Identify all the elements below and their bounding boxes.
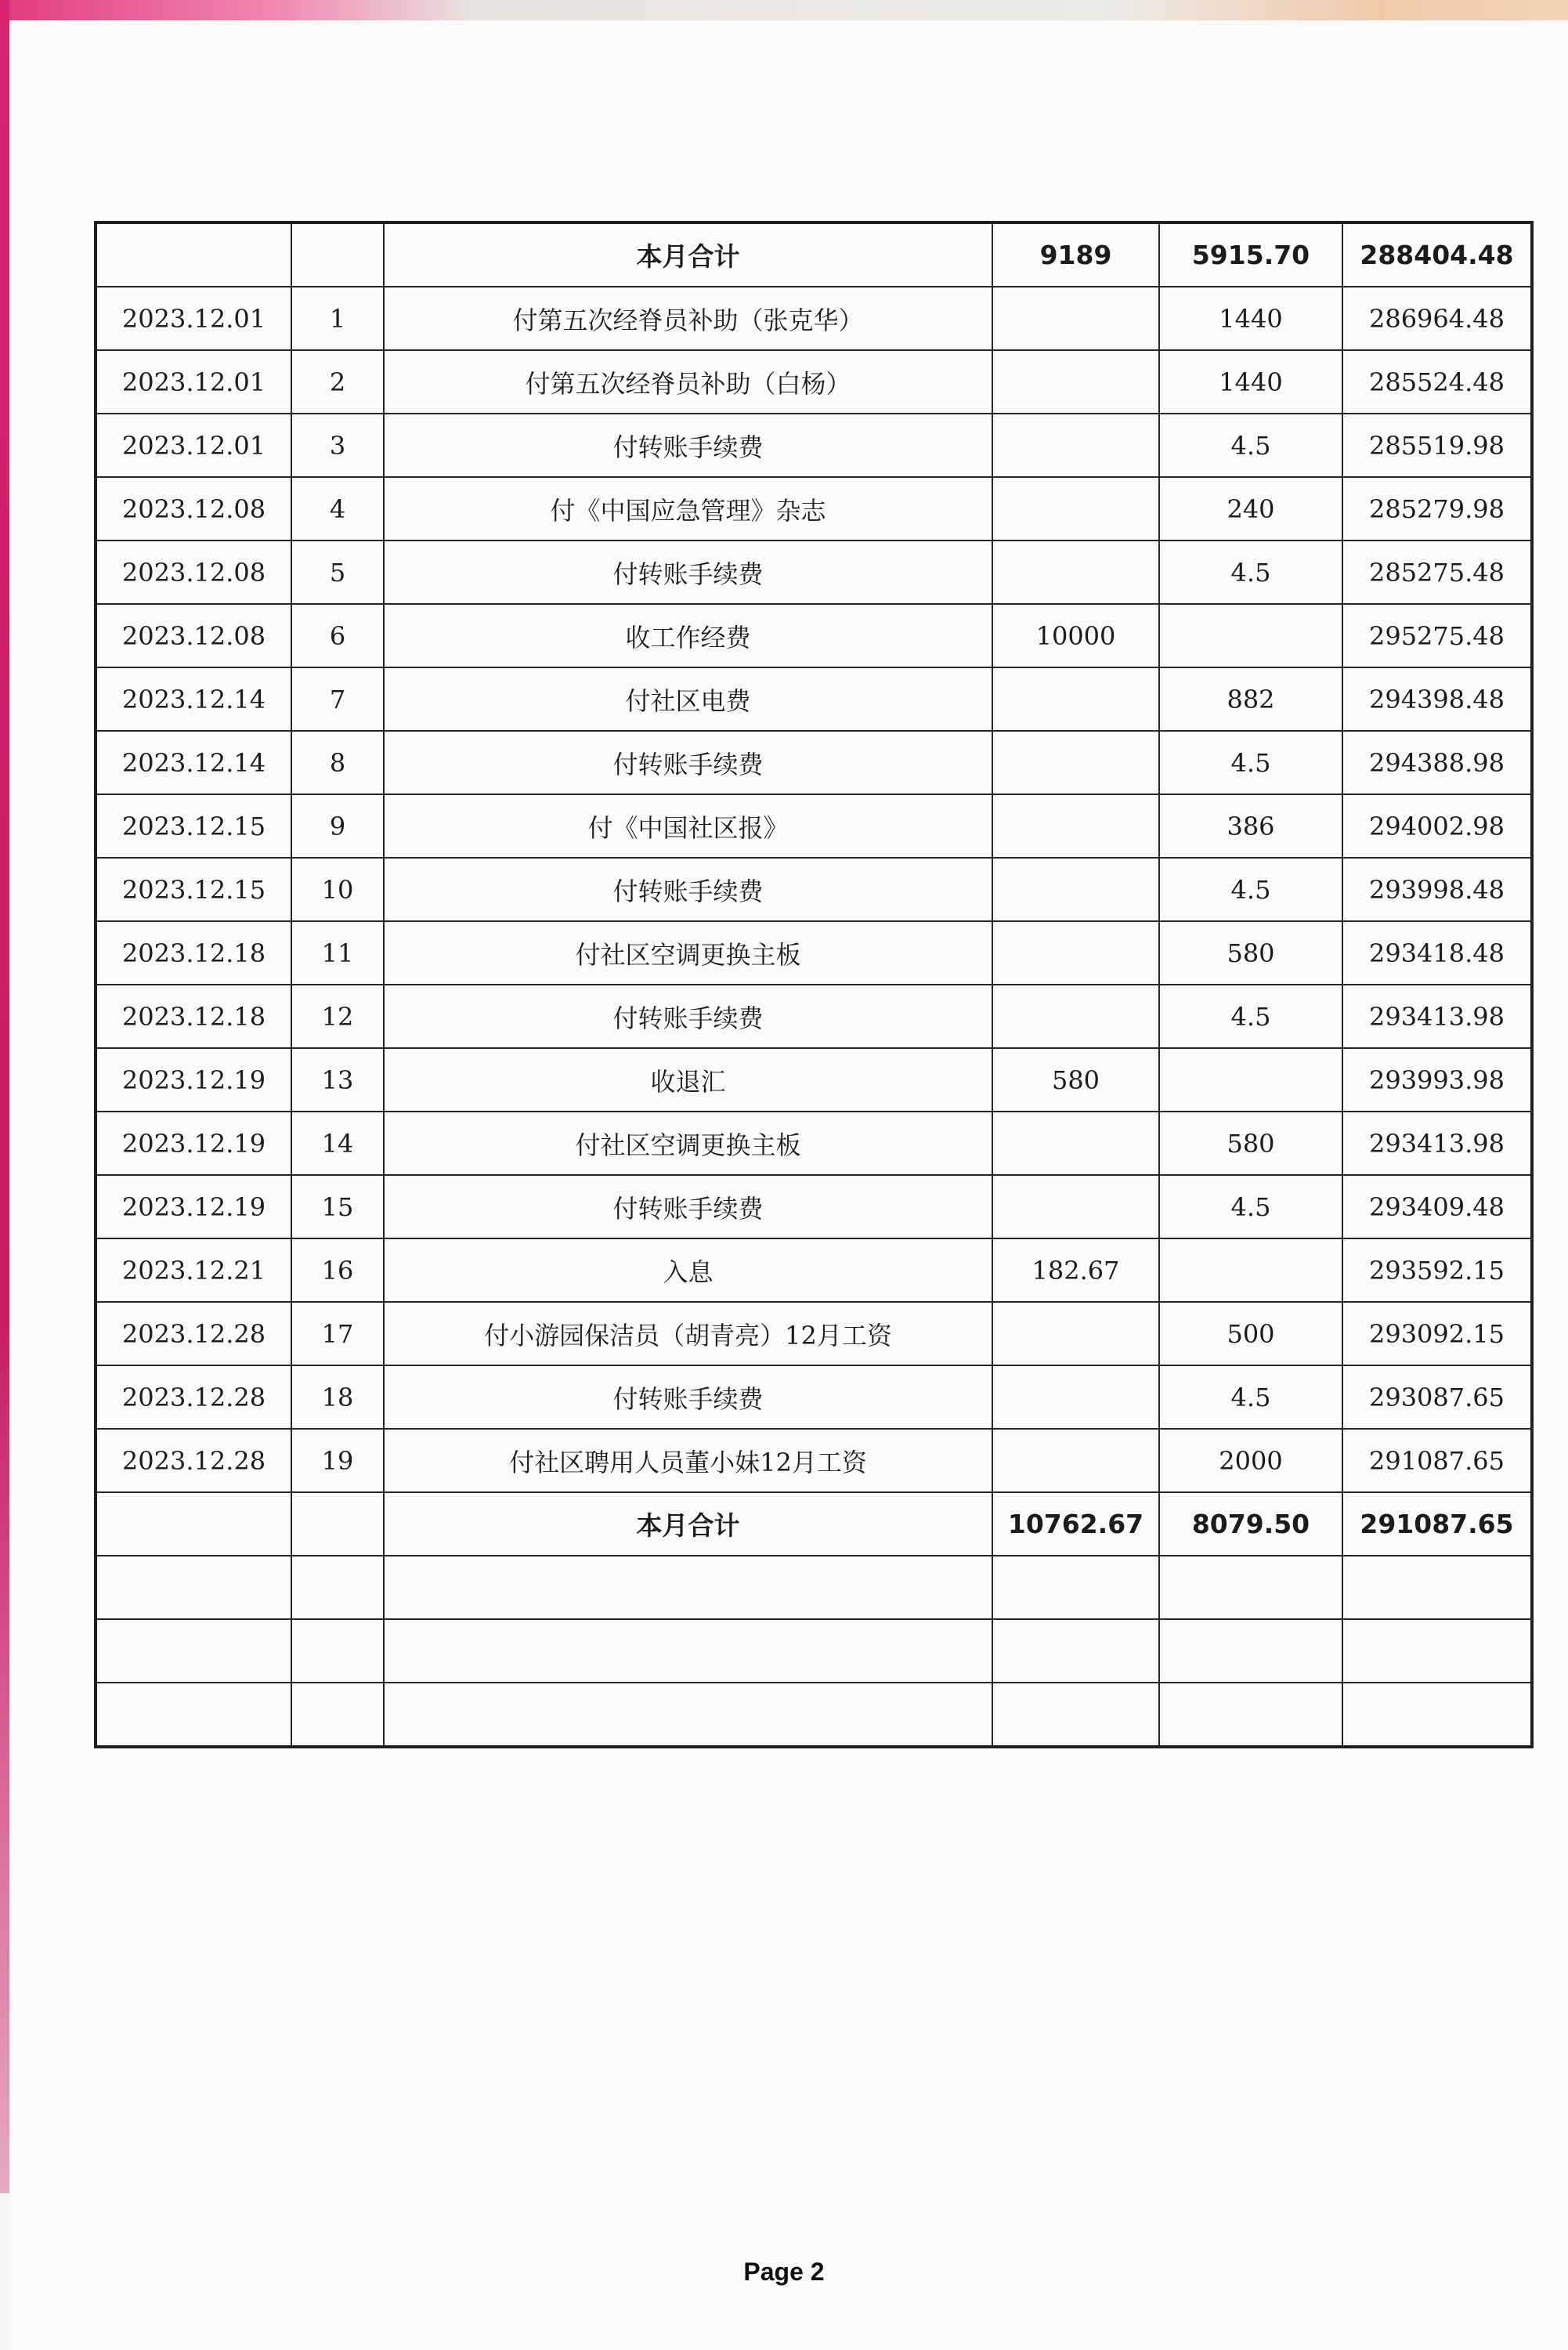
- date-cell: [96, 1683, 291, 1747]
- ledger-entry-row: [96, 287, 1532, 350]
- balance-cell: 293413.98: [1342, 1112, 1532, 1175]
- number-cell: 4: [291, 477, 384, 540]
- number-cell: 17: [291, 1302, 384, 1365]
- number-cell: 14: [291, 1112, 384, 1175]
- income-cell: [992, 1175, 1159, 1238]
- income-cell: [992, 858, 1159, 921]
- number-cell: [291, 1492, 384, 1556]
- expense-cell: 580: [1159, 1112, 1342, 1175]
- date-cell: [96, 1619, 291, 1683]
- number-cell: 6: [291, 604, 384, 667]
- income-cell: [992, 985, 1159, 1048]
- balance-cell: 293409.48: [1342, 1175, 1532, 1238]
- income-cell: [992, 794, 1159, 858]
- ledger-entry-row: [96, 667, 1532, 731]
- number-cell: [291, 1619, 384, 1683]
- ledger-entry-row: [96, 731, 1532, 794]
- ledger-entry-row: [96, 794, 1532, 858]
- balance-cell: 293592.15: [1342, 1238, 1532, 1302]
- balance-cell: 285275.48: [1342, 540, 1532, 604]
- income-cell: [992, 1556, 1159, 1619]
- description-cell: 付社区空调更换主板: [384, 1112, 992, 1175]
- income-cell: [992, 731, 1159, 794]
- expense-cell: [1159, 1048, 1342, 1112]
- ledger-entry-row: [96, 477, 1532, 540]
- ledger-entry-row: [96, 350, 1532, 414]
- income-cell: [992, 540, 1159, 604]
- number-cell: 16: [291, 1238, 384, 1302]
- description-cell: 付社区空调更换主板: [384, 921, 992, 985]
- date-cell: 2023.12.18: [96, 921, 291, 985]
- expense-cell: [1159, 1238, 1342, 1302]
- number-cell: 19: [291, 1429, 384, 1492]
- balance-cell: 291087.65: [1342, 1429, 1532, 1492]
- income-cell: [992, 414, 1159, 477]
- description-cell: 付转账手续费: [384, 1175, 992, 1238]
- balance-cell: 294398.48: [1342, 667, 1532, 731]
- expense-cell: 4.5: [1159, 414, 1342, 477]
- description-cell: 付转账手续费: [384, 414, 992, 477]
- expense-cell: [1159, 1556, 1342, 1619]
- number-cell: 18: [291, 1365, 384, 1429]
- balance-cell: 288404.48: [1342, 222, 1532, 287]
- ledger-entry-row: [96, 1238, 1532, 1302]
- number-cell: 5: [291, 540, 384, 604]
- description-cell: 付社区电费: [384, 667, 992, 731]
- date-cell: 2023.12.01: [96, 414, 291, 477]
- ledger-entry-row: [96, 985, 1532, 1048]
- date-cell: 2023.12.08: [96, 540, 291, 604]
- description-cell: 付转账手续费: [384, 858, 992, 921]
- ledger-table: [94, 221, 1534, 1748]
- expense-cell: 4.5: [1159, 540, 1342, 604]
- balance-cell: 285519.98: [1342, 414, 1532, 477]
- number-cell: 8: [291, 731, 384, 794]
- description-cell: 入息: [384, 1238, 992, 1302]
- description-cell: 付《中国社区报》: [384, 794, 992, 858]
- date-cell: 2023.12.28: [96, 1302, 291, 1365]
- income-cell: [992, 1683, 1159, 1747]
- balance-cell: 293092.15: [1342, 1302, 1532, 1365]
- income-cell: 580: [992, 1048, 1159, 1112]
- balance-cell: 293998.48: [1342, 858, 1532, 921]
- date-cell: 2023.12.01: [96, 350, 291, 414]
- income-cell: [992, 1365, 1159, 1429]
- date-cell: 2023.12.08: [96, 477, 291, 540]
- income-cell: [992, 1302, 1159, 1365]
- description-cell: 付小游园保洁员（胡青亮）12月工资: [384, 1302, 992, 1365]
- number-cell: 9: [291, 794, 384, 858]
- number-cell: [291, 1683, 384, 1747]
- balance-cell: 293087.65: [1342, 1365, 1532, 1429]
- date-cell: 2023.12.19: [96, 1175, 291, 1238]
- description-cell: [384, 1556, 992, 1619]
- number-cell: 1: [291, 287, 384, 350]
- income-cell: [992, 477, 1159, 540]
- number-cell: 7: [291, 667, 384, 731]
- description-cell: [384, 1619, 992, 1683]
- description-cell: 本月合计: [384, 1492, 992, 1556]
- income-cell: [992, 1112, 1159, 1175]
- number-cell: 3: [291, 414, 384, 477]
- balance-cell: [1342, 1556, 1532, 1619]
- date-cell: 2023.12.18: [96, 985, 291, 1048]
- expense-cell: 882: [1159, 667, 1342, 731]
- balance-cell: 293418.48: [1342, 921, 1532, 985]
- date-cell: [96, 1492, 291, 1556]
- description-cell: 付转账手续费: [384, 985, 992, 1048]
- description-cell: 付第五次经脊员补助（张克华）: [384, 287, 992, 350]
- description-cell: 付《中国应急管理》杂志: [384, 477, 992, 540]
- description-cell: 付转账手续费: [384, 1365, 992, 1429]
- description-cell: 本月合计: [384, 222, 992, 287]
- number-cell: [291, 1556, 384, 1619]
- description-cell: [384, 1683, 992, 1747]
- photo-edge-top: [0, 0, 1568, 20]
- date-cell: 2023.12.14: [96, 667, 291, 731]
- balance-cell: 285279.98: [1342, 477, 1532, 540]
- income-cell: [992, 350, 1159, 414]
- expense-cell: [1159, 1683, 1342, 1747]
- expense-cell: 4.5: [1159, 985, 1342, 1048]
- ledger-entry-row: [96, 540, 1532, 604]
- expense-cell: 386: [1159, 794, 1342, 858]
- number-cell: 11: [291, 921, 384, 985]
- ledger-entry-row: [96, 1048, 1532, 1112]
- balance-cell: 285524.48: [1342, 350, 1532, 414]
- income-cell: [992, 667, 1159, 731]
- ledger-entry-row: [96, 1365, 1532, 1429]
- expense-cell: 5915.70: [1159, 222, 1342, 287]
- date-cell: 2023.12.28: [96, 1365, 291, 1429]
- balance-cell: 294002.98: [1342, 794, 1532, 858]
- date-cell: 2023.12.01: [96, 287, 291, 350]
- expense-cell: 4.5: [1159, 1365, 1342, 1429]
- balance-cell: 286964.48: [1342, 287, 1532, 350]
- date-cell: 2023.12.15: [96, 794, 291, 858]
- date-cell: [96, 1556, 291, 1619]
- empty-row: [96, 1683, 1532, 1747]
- date-cell: 2023.12.14: [96, 731, 291, 794]
- date-cell: 2023.12.08: [96, 604, 291, 667]
- income-cell: [992, 1619, 1159, 1683]
- empty-row: [96, 1619, 1532, 1683]
- number-cell: 10: [291, 858, 384, 921]
- ledger-entry-row: [96, 1429, 1532, 1492]
- income-cell: 182.67: [992, 1238, 1159, 1302]
- number-cell: 2: [291, 350, 384, 414]
- ledger-entry-row: [96, 1175, 1532, 1238]
- description-cell: 付转账手续费: [384, 731, 992, 794]
- ledger-entry-row: [96, 858, 1532, 921]
- expense-cell: 2000: [1159, 1429, 1342, 1492]
- balance-cell: 293993.98: [1342, 1048, 1532, 1112]
- date-cell: 2023.12.19: [96, 1048, 291, 1112]
- opening-total-row: [96, 222, 1532, 287]
- description-cell: 付第五次经脊员补助（白杨）: [384, 350, 992, 414]
- date-cell: 2023.12.21: [96, 1238, 291, 1302]
- expense-cell: 500: [1159, 1302, 1342, 1365]
- date-cell: 2023.12.15: [96, 858, 291, 921]
- ledger-entry-row: [96, 1112, 1532, 1175]
- expense-cell: 4.5: [1159, 858, 1342, 921]
- balance-cell: [1342, 1619, 1532, 1683]
- number-cell: 15: [291, 1175, 384, 1238]
- expense-cell: 4.5: [1159, 1175, 1342, 1238]
- page-number: Page 2: [743, 2258, 825, 2286]
- expense-cell: 580: [1159, 921, 1342, 985]
- description-cell: 付社区聘用人员董小妹12月工资: [384, 1429, 992, 1492]
- income-cell: 10762.67: [992, 1492, 1159, 1556]
- date-cell: 2023.12.28: [96, 1429, 291, 1492]
- description-cell: 收工作经费: [384, 604, 992, 667]
- income-cell: [992, 921, 1159, 985]
- photo-edge-left: [0, 0, 9, 2193]
- ledger-entry-row: [96, 414, 1532, 477]
- description-cell: 付转账手续费: [384, 540, 992, 604]
- income-cell: [992, 287, 1159, 350]
- ledger-entry-row: [96, 1302, 1532, 1365]
- income-cell: 10000: [992, 604, 1159, 667]
- expense-cell: 1440: [1159, 350, 1342, 414]
- balance-cell: 291087.65: [1342, 1492, 1532, 1556]
- income-cell: [992, 1429, 1159, 1492]
- balance-cell: 294388.98: [1342, 731, 1532, 794]
- expense-cell: [1159, 604, 1342, 667]
- ledger-entry-row: [96, 921, 1532, 985]
- empty-row: [96, 1556, 1532, 1619]
- expense-cell: 8079.50: [1159, 1492, 1342, 1556]
- income-cell: 9189: [992, 222, 1159, 287]
- ledger-entry-row: [96, 604, 1532, 667]
- balance-cell: 293413.98: [1342, 985, 1532, 1048]
- balance-cell: 295275.48: [1342, 604, 1532, 667]
- expense-cell: 4.5: [1159, 731, 1342, 794]
- expense-cell: 240: [1159, 477, 1342, 540]
- description-cell: 收退汇: [384, 1048, 992, 1112]
- expense-cell: 1440: [1159, 287, 1342, 350]
- number-cell: 12: [291, 985, 384, 1048]
- expense-cell: [1159, 1619, 1342, 1683]
- number-cell: 13: [291, 1048, 384, 1112]
- balance-cell: [1342, 1683, 1532, 1747]
- number-cell: [291, 222, 384, 287]
- date-cell: 2023.12.19: [96, 1112, 291, 1175]
- date-cell: [96, 222, 291, 287]
- closing-total-row: [96, 1492, 1532, 1556]
